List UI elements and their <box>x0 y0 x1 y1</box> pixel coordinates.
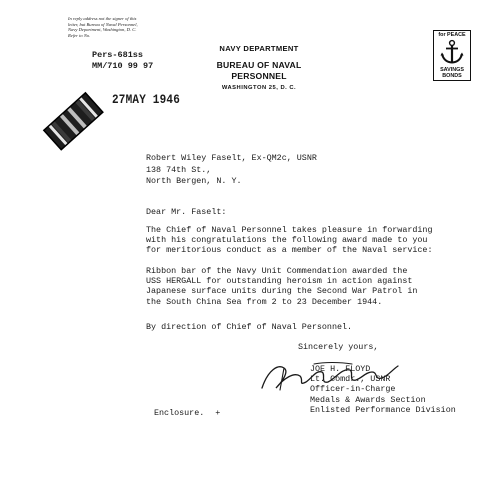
body-paragraph-1 <box>146 225 432 256</box>
signer-rank: Lt. Comdr., USNR <box>310 374 391 385</box>
paragraph-line: the South China Sea from 2 to 23 December 1944. <box>146 296 383 307</box>
signer-section: Medals & Awards Section <box>310 394 426 405</box>
paragraph-line: with his congratulations the following award made to you <box>146 235 428 246</box>
body-paragraph-3: By direction of Chief of Naval Personnel. <box>146 322 353 332</box>
reply-note-line: Navy Department, Washington, D. C. <box>68 27 137 33</box>
signer-title: Officer-in-Charge <box>310 384 396 395</box>
salutation: Dear Mr. Faselt: <box>146 207 227 217</box>
date-stamp: 27MAY 1946 <box>112 94 181 108</box>
signer-name: JOE H. FLOYD <box>310 364 371 374</box>
reply-note-line: In reply address not the signer of this <box>68 16 137 21</box>
savings-bonds-stamp <box>433 30 471 81</box>
recipient-city: North Bergen, N. Y. <box>146 176 242 186</box>
bureau-address: WASHINGTON 25, D. C. <box>221 85 297 91</box>
reply-note-line: letter, but Bureau of Naval Personnel, <box>68 21 138 27</box>
file-reference-code: Pers-681ss <box>92 50 144 60</box>
closing: Sincerely yours, <box>298 342 379 352</box>
paragraph-line: for meritorious conduct as a member of the Naval service: <box>146 245 433 256</box>
reply-note-line: Refer to No. <box>68 32 91 38</box>
stamp-top-text: for PEACE <box>438 32 466 38</box>
file-reference <box>92 50 153 72</box>
paragraph-line: Ribbon bar of the Navy Unit Commendation awarded the <box>146 266 408 276</box>
letterhead <box>190 44 328 92</box>
ribbon-bar-icon <box>34 82 114 162</box>
paragraph-line: USS HERGALL for outstanding heroism in action against <box>146 276 413 287</box>
stamp-savings-label: SAVINGS <box>440 67 464 73</box>
paragraph-line: The Chief of Naval Personnel takes pleasure in forwarding <box>146 225 433 235</box>
signature-block <box>310 364 456 415</box>
signer-division: Enlisted Performance Division <box>310 404 456 415</box>
anchor-icon <box>438 39 466 65</box>
stamp-bottom-text <box>434 67 470 79</box>
reply-instructions <box>68 16 186 38</box>
recipient-name: Robert Wiley Faselt, Ex-QM2c, USNR <box>146 153 317 163</box>
recipient-street: 138 74th St., <box>146 164 212 175</box>
bureau-name: BUREAU OF NAVAL PERSONNEL <box>216 60 302 81</box>
stamp-bonds-label: BONDS <box>442 73 462 79</box>
recipient-address <box>146 153 317 188</box>
enclosure-note <box>154 408 220 418</box>
department-name: NAVY DEPARTMENT <box>219 44 299 53</box>
body-paragraph-2 <box>146 266 417 307</box>
file-reference-number: MM/710 99 97 <box>92 61 154 71</box>
enclosure-label: Enclosure. <box>154 408 205 418</box>
enclosure-mark: + <box>215 408 221 418</box>
paragraph-line: Japanese surface units during the Second War Patrol in <box>146 286 418 297</box>
